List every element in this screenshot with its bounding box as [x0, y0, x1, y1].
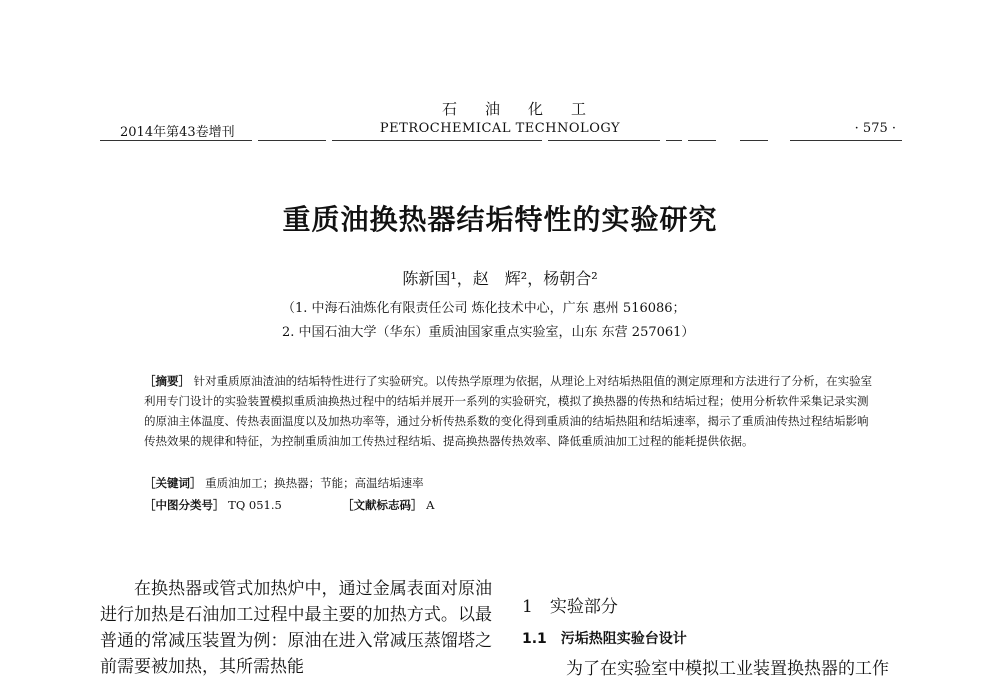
- body-text-right: 为了在实验室中模拟工业装置换热器的工作: [566, 659, 889, 679]
- issue-info: 2014年第43卷增刊: [120, 125, 235, 140]
- journal-name-en: PETROCHEMICAL TECHNOLOGY: [379, 121, 621, 136]
- document-code-text: A: [426, 498, 435, 512]
- header-rule: [332, 140, 542, 141]
- abstract: [144, 371, 874, 451]
- abstract-label: ［摘要］: [144, 374, 190, 388]
- header-rule: [688, 140, 716, 141]
- journal-name-cn: 石油化工: [441, 100, 614, 118]
- document-code-label: ［文献标志码］: [342, 498, 423, 512]
- subsection-heading: 1.1 污垢热阻实验台设计: [522, 631, 687, 647]
- page-number: · 575 ·: [854, 121, 896, 136]
- section-heading: 1 实验部分: [522, 597, 618, 617]
- header-rule: [740, 140, 768, 141]
- keywords: [144, 475, 424, 491]
- classification-text: TQ 051.5: [228, 498, 282, 512]
- header-rule: [666, 140, 682, 141]
- article-title: 重质油换热器结垢特性的实验研究: [282, 203, 718, 236]
- header-rule: [258, 140, 326, 141]
- classification: [144, 497, 282, 513]
- header-rule: [100, 140, 252, 141]
- classification-label: ［中图分类号］: [144, 498, 225, 512]
- body-text-left: 在换热器或管式加热炉中，通过金属表面对原油进行加热是石油加工过程中最主要的加热方式。以最普通的常减压装置为例：原油在进入常减压蒸馏塔之前需要被加热，其所需热能: [100, 579, 492, 677]
- abstract-text: 针对重质原油渣油的结垢特性进行了实验研究。以传热学原理为依据，从理论上对结垢热阻值的测定原理和方法进行了分析，在实验室利用专门设计的实验装置模拟重质油换热过程中的结垢并展开一系列的实验研究，模拟了换热器的传热和结垢过程；使用分析软件采集记录实测的原油主体温度、传热表面温度以及加热功率等，通过分析传热系数的变化得到重质油的结垢热阻和结垢速率，揭示了重质油传热过程结垢影响传热效果的规律和特征，为控制重质油加工传热过程结垢、提高换热器传热效率、降低重质油加工过程的能耗提供依据。: [144, 374, 873, 448]
- keywords-label: ［关键词］: [144, 476, 202, 490]
- affiliation-2: 2. 中国石油大学（华东）重质油国家重点实验室，山东 东营 257061）: [282, 325, 695, 340]
- document-code: [342, 497, 434, 513]
- header-rule: [548, 140, 660, 141]
- keywords-text: 重质油加工；换热器；节能；高温结垢速率: [205, 476, 424, 490]
- authors: 陈新国¹，赵 辉²，杨朝合²: [402, 269, 598, 288]
- affiliation-1: （1. 中海石油炼化有限责任公司 炼化技术中心，广东 惠州 516086；: [282, 301, 686, 316]
- header-rule: [790, 140, 902, 141]
